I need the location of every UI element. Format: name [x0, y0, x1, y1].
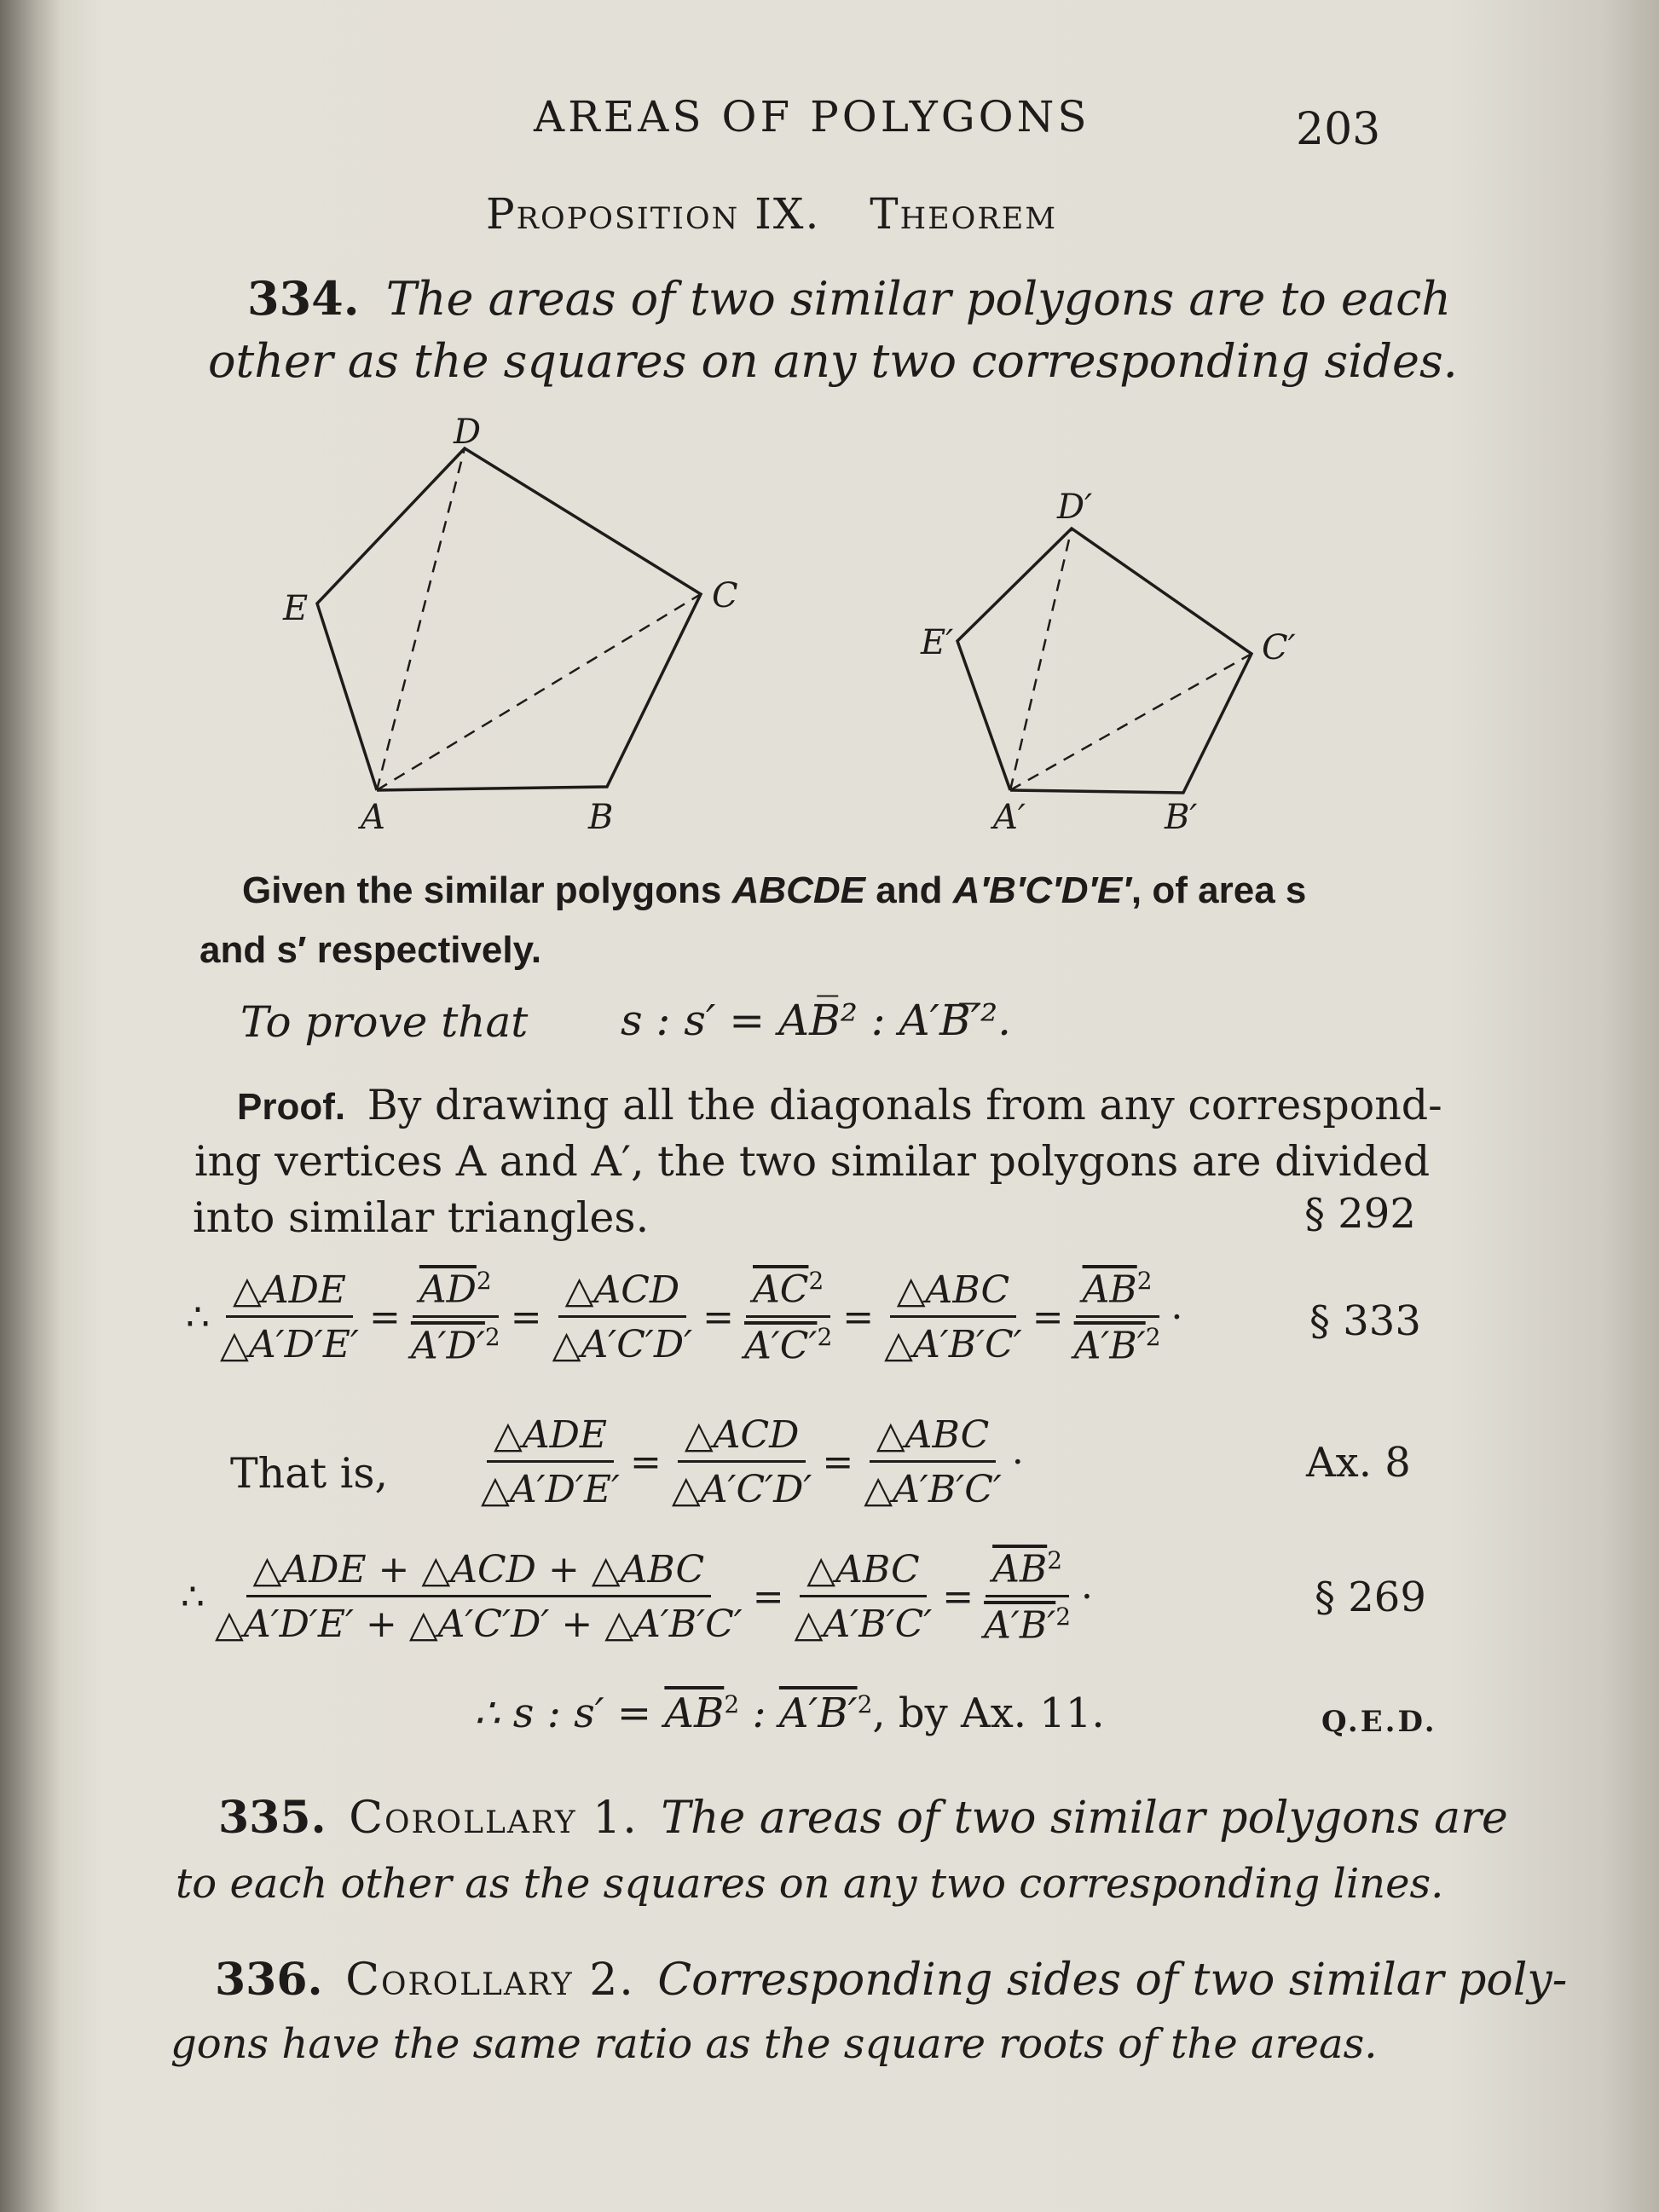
eq1-fraction-4 — [737, 1267, 839, 1367]
eq3-f3-numerator: $\overline{AB}$ — [992, 1547, 1048, 1591]
label-d: D — [454, 418, 482, 452]
corollary-1-line-2: to each other as the squares on any two corresponding lines. — [176, 1860, 1444, 1908]
label-b-prime: B′ — [1165, 798, 1198, 837]
eq2-f1-numerator: △ADE — [487, 1413, 614, 1463]
conclusion — [474, 1689, 1105, 1737]
eq1-f5-denominator: △A′B′C′ — [884, 1322, 1022, 1366]
label-e: E — [283, 589, 309, 628]
eq2-f3-numerator: △ABC — [870, 1413, 996, 1463]
given-prefix: Given the similar polygons — [242, 869, 732, 911]
conclusion-exp-2: 2 — [857, 1690, 873, 1718]
eq3-f3-num-exp: 2 — [1047, 1546, 1063, 1574]
proof-label: Proof. — [237, 1086, 346, 1128]
eq1-f2-denominator: A′D′ — [410, 1324, 485, 1368]
eq3-ref: § 269 — [1315, 1574, 1426, 1621]
to-prove-label: To prove that — [240, 997, 529, 1047]
eq1-f4-numerator: $\overline{AC}$ — [753, 1268, 809, 1312]
eq3-fraction-1 — [208, 1548, 749, 1646]
proof-ref: § 292 — [1304, 1190, 1416, 1238]
running-head: AREAS OF POLYGONS — [534, 92, 1090, 141]
pentagon-abcde — [317, 448, 701, 790]
eq1-f4-denominator: A′C′ — [744, 1324, 818, 1368]
theorem-label: Theorem — [870, 189, 1058, 239]
eq1-f5-numerator: △ABC — [890, 1268, 1016, 1318]
corollary-2-line-1 — [215, 1954, 1567, 2006]
eq1-f2-numerator: $\overline{AD}$ — [419, 1268, 477, 1312]
corollary-1-text-1: The areas of two similar polygons are — [661, 1793, 1508, 1844]
given-suffix: , of area s — [1130, 869, 1307, 911]
eq1-f1-numerator: △ADE — [226, 1268, 353, 1318]
eq1-fraction-2 — [404, 1267, 507, 1367]
eq2-ref: Ax. 8 — [1306, 1439, 1411, 1487]
diagonal-ad — [377, 448, 465, 790]
eq1-f6-numerator: $\overline{AB}$ — [1082, 1268, 1137, 1312]
eq2-f2-denominator: △A′C′D′ — [671, 1468, 812, 1511]
eq1-f4-den-exp: 2 — [817, 1322, 833, 1351]
eq1-ref: § 333 — [1309, 1297, 1421, 1345]
eq3-f3-den-exp: 2 — [1055, 1602, 1072, 1631]
corollary-1-line-1 — [218, 1792, 1508, 1844]
equation-2: $\frac{\text{△ADE}}{\triangle A'D'E'}$ = $\frac{\text{△ACD}}{\triangle A'C'D'}$ = $\frac{\text{△ABC}}{\triangle A'B'C'}$ · — [474, 1413, 1027, 1511]
eq3-fraction-2 — [788, 1548, 939, 1646]
eq1-f1-denominator: △A′D′E′ — [220, 1322, 359, 1366]
polygon-name-1: ABCDE — [731, 869, 866, 911]
to-prove-expression: s : s′ = AB̅² : A′B′̅². — [621, 996, 1012, 1045]
eq1-fraction-3 — [546, 1268, 700, 1366]
corollary-2-text-1: Corresponding sides of two similar poly- — [657, 1955, 1568, 2006]
eq2-f3-denominator: △A′B′C′ — [864, 1468, 1002, 1511]
conclusion-ab-prime: A′B′ — [778, 1689, 858, 1737]
label-c-prime: C′ — [1262, 628, 1296, 667]
eq1-f4-num-exp: 2 — [808, 1267, 824, 1295]
proof-line-3: into similar triangles. — [193, 1193, 650, 1242]
diagonal-a-prime-c-prime — [1010, 654, 1251, 790]
pentagon-a-prime — [957, 528, 1251, 793]
conclusion-suffix: , by Ax. 11. — [872, 1689, 1105, 1737]
eq1-f6-denominator: A′B′ — [1073, 1324, 1146, 1368]
eq2-fraction-3 — [857, 1413, 1009, 1511]
qed-mark: Q.E.D. — [1321, 1705, 1437, 1739]
page-number: 203 — [1296, 104, 1381, 155]
eq2-fraction-2 — [665, 1413, 819, 1511]
proposition-label: Proposition IX. — [486, 189, 821, 239]
book-gutter — [0, 0, 60, 2212]
eq3-f1-denominator: △A′D′E′ + △A′C′D′ + △A′B′C′ — [215, 1602, 743, 1646]
equation-1: ∴ $\frac{\text{△ADE}}{\triangle A'D'E'}$ = $\frac{\overline{AD}^2}{A'D'^2}$ = $\frac{\text{△ACD}}{\triangle A'C'D'}$ = $\frac{\overline{AC}^2}{A'C'^2}$ = $\frac{\text{△ABC}}{\triangle A'B'C'}$ = $\frac{\overline{AB}^2}{A'B'^2}$ · — [186, 1267, 1183, 1368]
eq1-fraction-6 — [1067, 1267, 1168, 1367]
theorem-line-1 — [247, 271, 1451, 326]
label-d-prime: D′ — [1057, 488, 1093, 527]
eq1-fraction-5 — [877, 1268, 1029, 1366]
eq3-f2-numerator: △ABC — [800, 1548, 926, 1597]
proof-line-2: ing vertices A and A′, the two similar polygons are divided — [194, 1137, 1431, 1186]
polygon-name-2: A′B′C′D′E′ — [952, 869, 1131, 911]
theorem-line-2: other as the squares on any two corresponding sides. — [208, 334, 1458, 388]
eq1-f3-numerator: △ACD — [558, 1268, 687, 1318]
eq2-fraction-1 — [474, 1413, 627, 1511]
corollary-2-label: Corollary 2. — [345, 1955, 635, 2006]
eq3-f2-denominator: △A′B′C′ — [794, 1602, 933, 1646]
eq1-f6-num-exp: 2 — [1136, 1267, 1153, 1295]
pentagon-abcde-outline — [317, 448, 701, 790]
eq2-f1-denominator: △A′D′E′ — [481, 1468, 620, 1511]
label-c: C — [712, 576, 738, 615]
corollary-1-number: 335. — [218, 1792, 327, 1844]
conclusion-prefix: ∴ s : s′ = — [474, 1689, 665, 1737]
eq1-f2-num-exp: 2 — [476, 1267, 492, 1295]
label-a-prime: A′ — [993, 798, 1026, 837]
eq1-f6-den-exp: 2 — [1145, 1322, 1161, 1351]
given-and: and — [865, 869, 953, 911]
given-line-2: and s′ respectively. — [199, 929, 542, 971]
label-b: B — [588, 798, 614, 837]
polygon-figures — [256, 418, 1364, 844]
eq3-fraction-3 — [977, 1546, 1078, 1647]
diagonal-a-prime-d-prime — [1010, 528, 1072, 790]
eq2-f2-numerator: △ACD — [678, 1413, 806, 1463]
label-e-prime: E′ — [921, 623, 954, 662]
proof-line-1 — [237, 1081, 1442, 1129]
conclusion-ab: $\overline{AB}$ — [664, 1689, 725, 1737]
eq1-f2-den-exp: 2 — [484, 1322, 500, 1351]
therefore-symbol: ∴ — [186, 1295, 210, 1339]
equation-3: ∴ $\frac{\text{△ADE + △ACD + △ABC}}{\triangle A'D'E' + \triangle A'C'D' + \triangle A'B'C'}$ = $\frac{\text{△ABC}}{\triangle A'B'C'}$ = $\frac{\overline{AB}^2}{A'B'^2}$ · — [181, 1546, 1094, 1648]
pentagon-a-prime-outline — [957, 528, 1251, 793]
label-a: A — [361, 798, 385, 837]
proposition-title — [486, 189, 1057, 239]
eq2-label: That is, — [230, 1449, 389, 1498]
corollary-2-number: 336. — [215, 1954, 323, 2006]
theorem-number: 334. — [247, 271, 360, 326]
eq1-f3-denominator: △A′C′D′ — [552, 1322, 693, 1366]
therefore-symbol-2: ∴ — [181, 1574, 205, 1619]
theorem-text-1: The areas of two similar polygons are to each — [385, 272, 1452, 326]
eq3-f1-numerator: △ADE + △ACD + △ABC — [246, 1548, 712, 1597]
proof-text-1: By drawing all the diagonals from any correspond- — [367, 1081, 1442, 1129]
conclusion-colon: : — [739, 1689, 779, 1737]
corollary-2-line-2: gons have the same ratio as the square roots of the areas. — [171, 2020, 1378, 2068]
eq3-f3-denominator: A′B′ — [984, 1603, 1056, 1648]
eq1-fraction-1 — [213, 1268, 366, 1366]
corollary-1-label: Corollary 1. — [349, 1793, 639, 1844]
conclusion-exp-1: 2 — [724, 1690, 740, 1718]
given-line-1 — [242, 869, 1306, 912]
